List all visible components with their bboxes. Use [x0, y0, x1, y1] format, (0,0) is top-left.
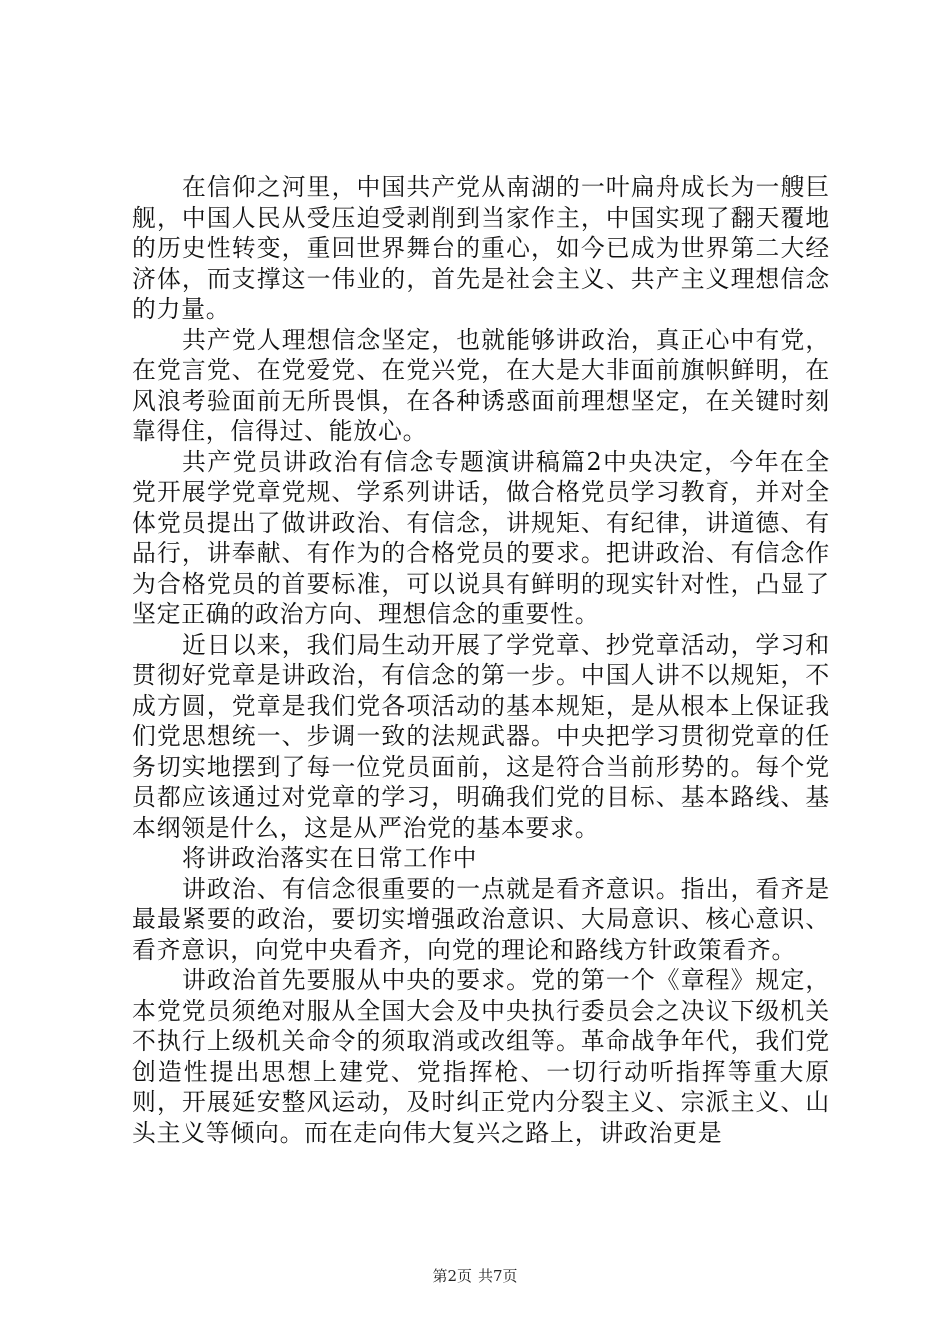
page-total: 共7页: [478, 1267, 518, 1285]
page-number: 第2页: [432, 1267, 472, 1285]
document-body: [132, 172, 830, 1148]
page-footer: [0, 1266, 950, 1286]
paragraph: 讲政治、有信念很重要的一点就是看齐意识。指出，看齐是最最紧要的政治，要切实增强政治意识、大局意识、核心意识、看齐意识，向党中央看齐，向党的理论和路线方针政策看齐。: [132, 874, 830, 964]
paragraph: 共产党员讲政治有信念专题演讲稿篇2中央决定，今年在全党开展学党章党规、学系列讲话，做合格党员学习教育，并对全体党员提出了做讲政治、有信念，讲规矩、有纪律，讲道德、有品行，讲奉献、有作为的合格党员的要求。把讲政治、有信念作为合格党员的首要标准，可以说具有鲜明的现实针对性，凸显了坚定正确的政治方向、理想信念的重要性。: [132, 447, 830, 628]
paragraph: 共产党人理想信念坚定，也就能够讲政治，真正心中有党，在党言党、在党爱党、在党兴党，在大是大非面前旗帜鲜明，在风浪考验面前无所畏惧，在各种诱惑面前理想坚定，在关键时刻靠得住，信得过、能放心。: [132, 325, 830, 445]
paragraph: 近日以来，我们局生动开展了学党章、抄党章活动，学习和贯彻好党章是讲政治，有信念的第一步。中国人讲不以规矩，不成方圆，党章是我们党各项活动的基本规矩，是从根本上保证我们党思想统一、步调一致的法规武器。中央把学习贯彻党章的任务切实地摆到了每一位党员面前，这是符合当前形势的。每个党员都应该通过对党章的学习，明确我们党的目标、基本路线、基本纲领是什么，这是从严治党的基本要求。: [132, 630, 830, 842]
section-heading: 将讲政治落实在日常工作中: [182, 844, 478, 872]
paragraph: 在信仰之河里，中国共产党从南湖的一叶扁舟成长为一艘巨舰，中国人民从受压迫受剥削到当家作主，中国实现了翻天覆地的历史性转变，重回世界舞台的重心，如今已成为世界第二大经济体，而支撑这一伟业的，首先是社会主义、共产主义理想信念的力量。: [132, 173, 830, 323]
paragraph: 讲政治首先要服从中央的要求。党的第一个《章程》规定，本党党员须绝对服从全国大会及中央执行委员会之决议下级机关不执行上级机关命令的须取消或改组等。革命战争年代，我们党创造性提出思想上建党、党指挥枪、一切行动听指挥等重大原则，开展延安整风运动，及时纠正党内分裂主义、宗派主义、山头主义等倾向。而在走向伟大复兴之路上，讲政治更是: [132, 966, 830, 1147]
